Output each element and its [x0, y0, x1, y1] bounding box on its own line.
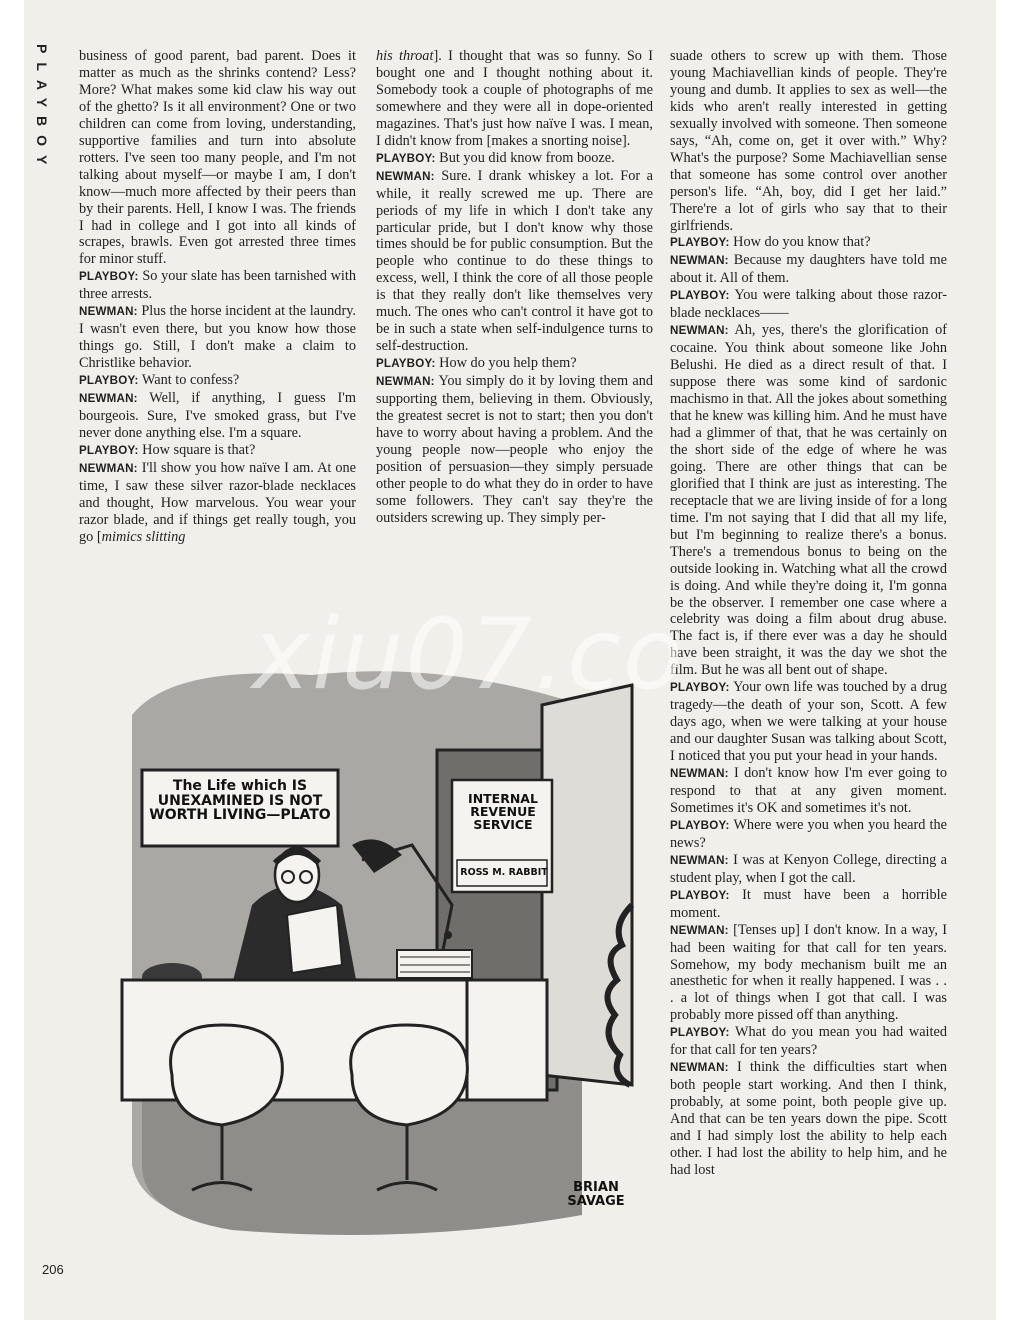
speaker-label: NEWMAN:: [376, 169, 435, 183]
speaker-label: PLAYBOY:: [670, 1026, 730, 1040]
masthead: [34, 44, 54, 204]
page-number: 206: [42, 1262, 64, 1277]
open-door: [542, 685, 632, 1085]
paragraph: [376, 150, 653, 168]
paper-stack: [397, 950, 472, 978]
paragraph: [670, 679, 947, 765]
paragraph-text: Plus the horse incident at the laundry. I wasn't even there, but you know how those things go. Still, I don't make a claim to Christlike behavior.: [79, 303, 357, 372]
speaker-label: NEWMAN:: [670, 923, 729, 937]
paragraph-text: Ah, yes, there's the glorification of cocaine. You think about someone like John Belushi. He died as a direct result of that. I suppose there was some kind of sardonic machismo in that. All the jokes about something that he knew was killing him. And he must have had a glimmer of that, that he was certainly on the short side of the edge of where he was going. There are other things that can be glorified that I think are just as interesting. The receptacle that we are living inside of for a long time. I'm not saying that I did that all my life, but I'm beginning to realize there's a bonus. There's a tremendous bonus to being on the outside looking in. Watching what all the crowd is doing. And while they're doing it, I'm gonna be the observer. I remember one case where a celebrity was doing a film about drug abuse. The fact is, if there ever was a day he should have been straight, it was the day we shot the film. But he was all bent out of shape.: [670, 322, 947, 679]
paragraph-text: Because my daughters have told me about it. All of them.: [670, 252, 947, 287]
paragraph: [670, 48, 947, 234]
paragraph-text: Want to confess?: [141, 372, 240, 389]
paragraph: [670, 1024, 947, 1059]
paragraph-text: So your slate has been tarnished with three arrests.: [79, 268, 356, 303]
paragraph: [670, 817, 947, 852]
wall-sign-text: The Life which IS UNEXAMINED IS NOT WORTH LIVING—PLATO: [149, 778, 331, 824]
paragraph-text: How square is that?: [142, 441, 256, 458]
paragraph: [376, 373, 653, 527]
paragraph: [670, 287, 947, 322]
paragraph-text: It must have been a horrible moment.: [670, 886, 947, 921]
paragraph: [670, 852, 947, 887]
paragraph: [79, 303, 356, 372]
paragraph: [670, 252, 947, 287]
italic-text: mimics slitting: [101, 528, 186, 545]
speaker-label: NEWMAN:: [670, 767, 729, 781]
masthead-text: PLAYBOY: [34, 44, 50, 174]
paragraph: [376, 168, 653, 355]
speaker-label: PLAYBOY:: [79, 270, 139, 284]
paragraph-text: I don't know how I'm ever going to respond to that at any given moment. Sometimes it's OK and sometimes it's not.: [670, 765, 947, 816]
speaker-label: NEWMAN:: [79, 305, 138, 319]
paragraph-text: You were talking about those razor-blade necklaces——: [670, 287, 947, 322]
paragraph: [79, 460, 356, 546]
speaker-label: PLAYBOY:: [670, 681, 730, 695]
speaker-label: PLAYBOY:: [376, 357, 436, 371]
paragraph-text: I think the difficulties start when both people start working. And then I think, probably, at some point, both people give up. And that can be ten years down the pipe. Scott and I had simply lost the ability to help each other. I had lost the ability to help him, and he had lost: [670, 1059, 947, 1178]
paragraph-text: ]. I thought that was so funny. So I bought one and I thought nothing about it. Somebody took a couple of photographs of me somewhere and they were all in dope-oriented magazines. That's just how naïve I was. I mean, I didn't know from [makes a snorting noise].: [376, 48, 654, 149]
paragraph-text: I'll show you how naïve I am. At one time, I saw these silver razor-blade necklaces and thought, How marvelous. You wear your razor blade, and if things get really tough, you go [: [79, 459, 356, 545]
paragraph-text: What do you mean you had waited for that call for ten years?: [670, 1024, 947, 1059]
paragraph-text: Your own life was touched by a drug tragedy—the death of your son, Scott. A few days ago, when we were talking at your house and our daughter Susan was talking about Scott, I noticed that you put your head in your hands.: [670, 679, 947, 765]
speaker-label: PLAYBOY:: [670, 888, 730, 902]
paragraph-text: I was at Kenyon College, directing a student play, when I got the call.: [670, 851, 947, 886]
paragraph: [79, 442, 356, 460]
speaker-label: PLAYBOY:: [79, 443, 139, 457]
text-column-2: [376, 48, 653, 527]
paragraph-text: How do you help them?: [439, 355, 577, 372]
speaker-label: PLAYBOY:: [670, 818, 730, 832]
paragraph: [79, 268, 356, 303]
desk-side: [467, 980, 547, 1100]
paragraph: [79, 48, 356, 268]
speaker-label: NEWMAN:: [670, 324, 729, 338]
speaker-label: NEWMAN:: [670, 1061, 729, 1075]
paragraph-text: Well, if anything, I guess I'm bourgeois. Sure, I've smoked grass, but I've never done anything else. I'm a square.: [79, 390, 356, 441]
text-column-3: [670, 48, 947, 1179]
paragraph-text: business of good parent, bad parent. Does it matter as much as the shrinks contend? Less? More? What makes some kid claw his way out of the ghetto? Is it all environment? One or two children can come from loving, understanding, supportive families and turn into absolute rotters. I've seen too many people, and I'm not talking about myself—or maybe I am, I don't know—much more affected by their peers than by their parents. Hell, I know I was. The friends I had in college and I got into all kinds of scrapes, brawls. Even got arrested three times for minor stuff.: [79, 48, 356, 268]
magazine-page: [24, 0, 996, 1320]
book: [287, 905, 342, 973]
door-sign-text: INTERNAL REVENUE SERVICE: [468, 791, 538, 833]
speaker-label: NEWMAN:: [376, 375, 435, 389]
paragraph: [670, 234, 947, 252]
paragraph: [670, 322, 947, 679]
paragraph-text: How do you know that?: [733, 234, 871, 251]
paragraph: [79, 390, 356, 442]
paragraph-text: [Tenses up] I don't know. In a way, I had been waiting for that call for ten years. Somehow, my body mechanism built me an anesthetic for when it really happened. I was . . . a lot of things when I got that call. I was probably more pissed off than anything.: [670, 921, 948, 1024]
paragraph-text: Sure. I drank whiskey a lot. For a while, it really screwed me up. There are periods of my life in which I don't take any particular pride, but I don't know why those times should be for public consumption. But the people who continue to do these things to excess, well, I think the core of all those people is that they really don't like themselves very much. The ones who can't control it have got to be in such a state when self-indulgence turns to self-destruction.: [376, 167, 654, 355]
speaker-label: NEWMAN:: [79, 392, 138, 406]
paragraph-text: Where were you when you heard the news?: [670, 816, 947, 851]
paragraph-text: You simply do it by loving them and supporting them, believing in them. Obviously, the greatest secret is not to start; then you don't have to worry about having a problem. And the young people now—people who enjoy the position of persuasion—they simply persuade other people to do what they do in order to have some followers. They can't say they're the outsiders screwing up. They simply per-: [376, 373, 653, 526]
speaker-label: NEWMAN:: [79, 461, 138, 475]
italic-text: his throat: [376, 48, 434, 64]
speaker-label: NEWMAN:: [670, 254, 729, 268]
paragraph-text: suade others to screw up with them. Those young Machiavellian kinds of people. They're young and dumb. It applies to sex as well—the kids who aren't really interested in getting sexually involved with someone. Then someone says, “Ah, come on, get it over with.” Why? What's the purpose? Some Machiavellian sense that someone has some control over another person's life. “Ah, boy, did I get her laid.” There're a lot of girls who say that to their girlfriends.: [670, 48, 947, 234]
paragraph: [79, 372, 356, 390]
paragraph: [670, 765, 947, 817]
paragraph-text: But you did know from booze.: [439, 149, 615, 166]
paragraph: [376, 355, 653, 373]
paragraph: [670, 1059, 947, 1179]
paragraph: [670, 922, 947, 1025]
speaker-label: NEWMAN:: [670, 853, 729, 867]
speaker-label: PLAYBOY:: [670, 289, 730, 303]
speaker-label: PLAYBOY:: [376, 151, 436, 165]
watermark: xiu07.co: [252, 598, 686, 712]
paragraph: [376, 48, 653, 150]
paragraph: [670, 887, 947, 922]
text-column-1: [79, 48, 356, 546]
door-nameplate-text: ROSS M. RABBIT: [460, 867, 548, 878]
speaker-label: PLAYBOY:: [79, 374, 139, 388]
speaker-label: PLAYBOY:: [670, 236, 730, 250]
artist-signature: BRIAN SAVAGE: [567, 1180, 625, 1209]
